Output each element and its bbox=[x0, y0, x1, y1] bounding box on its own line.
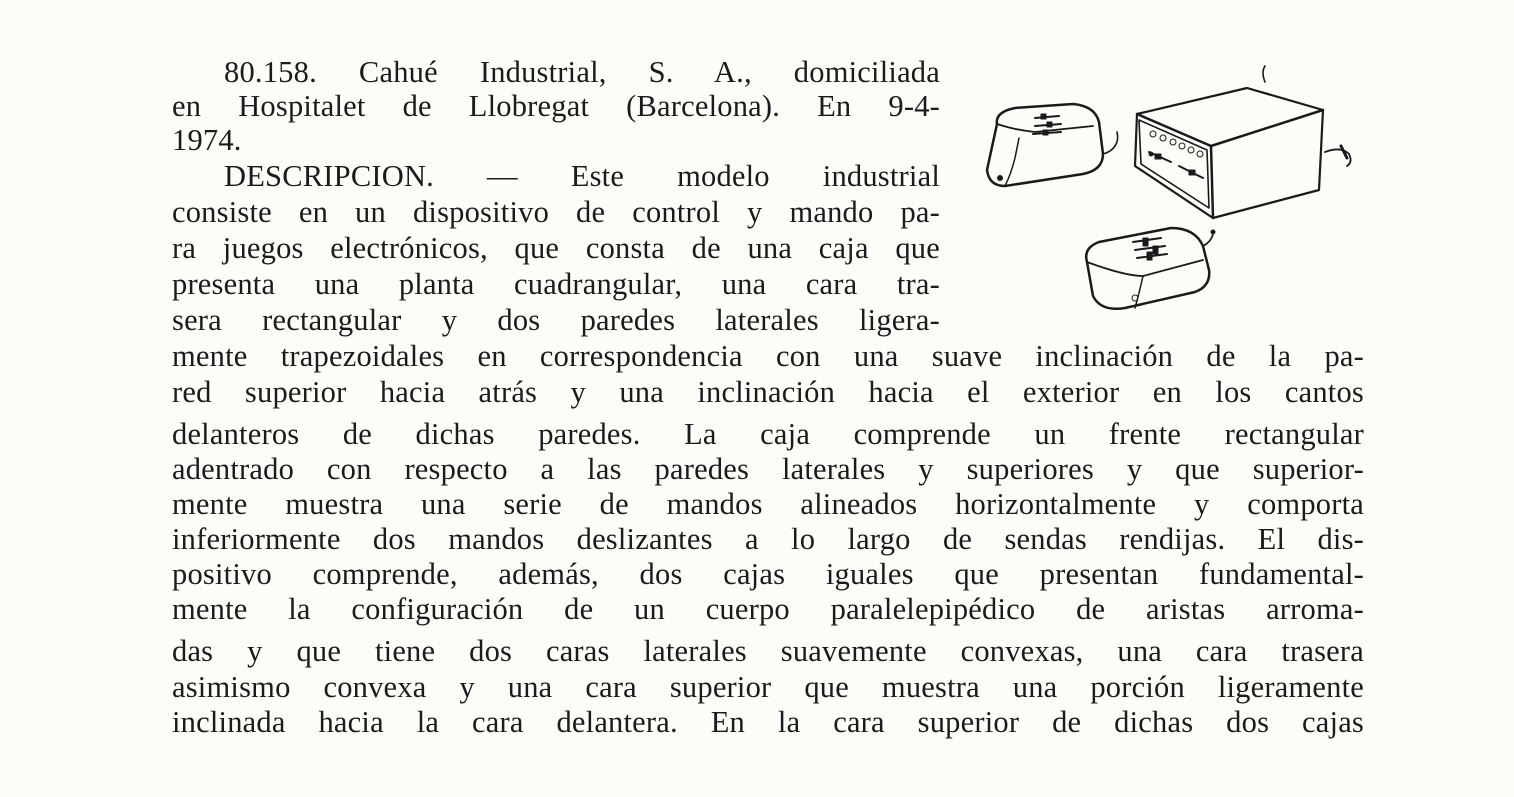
text-line-14: inferiormente dos mandos deslizantes a lo largo de sendas rendijas. El dis- bbox=[172, 522, 1364, 556]
text-line-11: delanteros de dichas paredes. La caja comprende un frente rectangular bbox=[172, 417, 1364, 451]
text-line-19: inclinada hacia la cara delantera. En la cara superior de dichas dos cajas bbox=[172, 705, 1364, 739]
text-line-8: sera rectangular y dos paredes laterales ligera- bbox=[172, 303, 940, 337]
text-line-10: red superior hacia atrás y una inclinación hacia el exterior en los cantos bbox=[172, 375, 1364, 409]
text-line-1: 80.158. Cahué Industrial, S. A., domiciliada bbox=[224, 55, 940, 89]
text-line-5: consiste en un dispositivo de control y mando pa- bbox=[172, 195, 940, 229]
text-line-17: das y que tiene dos caras laterales suavemente convexas, una cara trasera bbox=[172, 634, 1364, 668]
text-line-18: asimismo convexa y una cara superior que muestra una porción ligeramente bbox=[172, 670, 1364, 704]
text-line-4: DESCRIPCION. — Este modelo industrial bbox=[224, 159, 940, 193]
text-line-6: ra juegos electrónicos, que consta de una caja que bbox=[172, 231, 940, 265]
left-controller-box bbox=[987, 104, 1118, 186]
text-line-3: 1974. bbox=[172, 123, 242, 157]
main-console-box bbox=[1135, 66, 1351, 218]
text-line-13: mente muestra una serie de mandos alineados horizontalmente y comporta bbox=[172, 487, 1364, 521]
game-controller-illustration bbox=[975, 62, 1375, 324]
text-line-9: mente trapezoidales en correspondencia con una suave inclinación de la pa- bbox=[172, 339, 1364, 373]
text-line-15: positivo comprende, además, dos cajas iguales que presentan fundamental- bbox=[172, 557, 1364, 591]
text-line-7: presenta una planta cuadrangular, una cara tra- bbox=[172, 267, 940, 301]
text-line-16: mente la configuración de un cuerpo paralelepipédico de aristas arroma- bbox=[172, 592, 1364, 626]
bottom-controller-box bbox=[1086, 228, 1215, 309]
text-line-2: en Hospitalet de Llobregat (Barcelona). En 9-4- bbox=[172, 89, 940, 123]
text-line-12: adentrado con respecto a las paredes laterales y superiores y que superior- bbox=[172, 452, 1364, 486]
